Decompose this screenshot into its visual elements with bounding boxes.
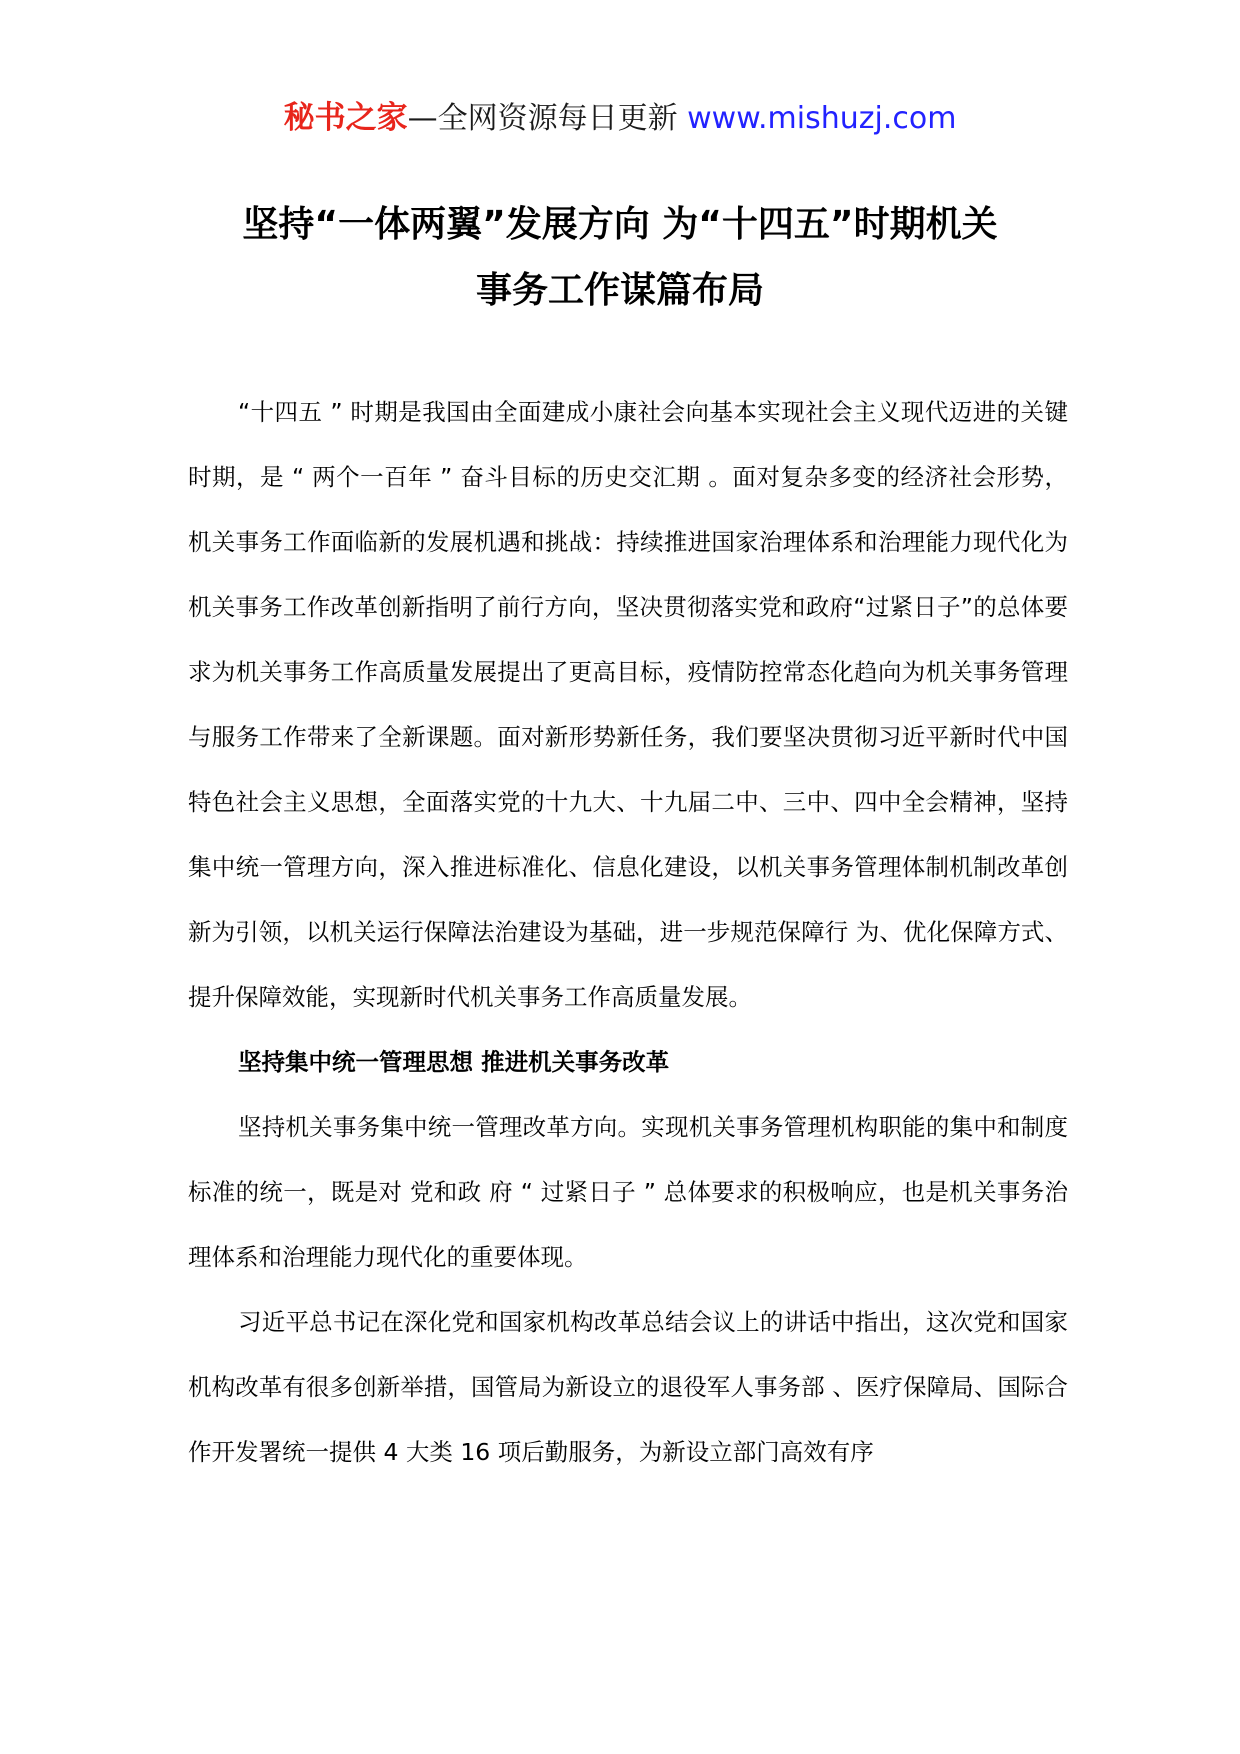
title-line-2: 事务工作谋篇布局 (475, 270, 764, 311)
paragraph-2: 坚持机关事务集中统一管理改革方向。实现机关事务管理机构职能的集中和制度标准的统一，既是对 党和政 府 “ 过紧日子 ” 总体要求的积极响应，也是机关事务治理体系和治理能力现代化的重要体现。 (188, 1113, 1068, 1271)
title-line-1: 坚持“一体两翼”发展方向 为“十四五”时期机关 (242, 204, 998, 245)
paragraph-3: 习近平总书记在深化党和国家机构改革总结会议上的讲话中指出，这次党和国家机构改革有很多创新举措，国管局为新设立的退役军人事务部 、医疗保障局、国际合作开发署统一提供 4 大类 16 项后勤服务，为新设立部门高效有序 (188, 1308, 1068, 1466)
site-slogan: 全网资源每日更新 (437, 101, 678, 136)
article-title (150, 192, 1090, 324)
paragraph-intro: “十四五 ” 时期是我国由全面建成小康社会向基本实现社会主义现代迈进的关键时期，是 “ 两个一百年 ” 奋斗目标的历史交汇期 。面对复杂多变的经济社会形势，机关事务工作面临新的发展机遇和挑战：持续推进国家治理体系和治理能力现代化为机关事务工作改革创新指明了前行方向，坚决贯彻落实党和政府“过紧日子”的总体要求为机关事务工作高质量发展提出了更高目标，疫情防控常态化趋向为机关事务管理与服务工作带来了全新课题。面对新形势新任务，我们要坚决贯彻习近平新时代中国特色社会主义思想，全面落实党的十九大、十九届二中、三中、四中全会精神，坚持集中统一管理方向，深入推进标准化、信息化建设，以机关事务管理体制机制改革创新为引领，以机关运行保障法治建设为基础，进一步规范保障行 为、优化保障方式、提升保障效能，实现新时代机关事务工作高质量发展。 (188, 398, 1068, 1011)
site-url-link[interactable]: www.mishuzj.com (687, 101, 957, 136)
site-header (0, 98, 1240, 139)
header-dash: — (407, 101, 438, 136)
site-brand: 秘书之家 (283, 100, 408, 136)
section-subheading: 坚持集中统一管理思想 推进机关事务改革 (238, 1048, 670, 1076)
article-body (188, 380, 1068, 1485)
